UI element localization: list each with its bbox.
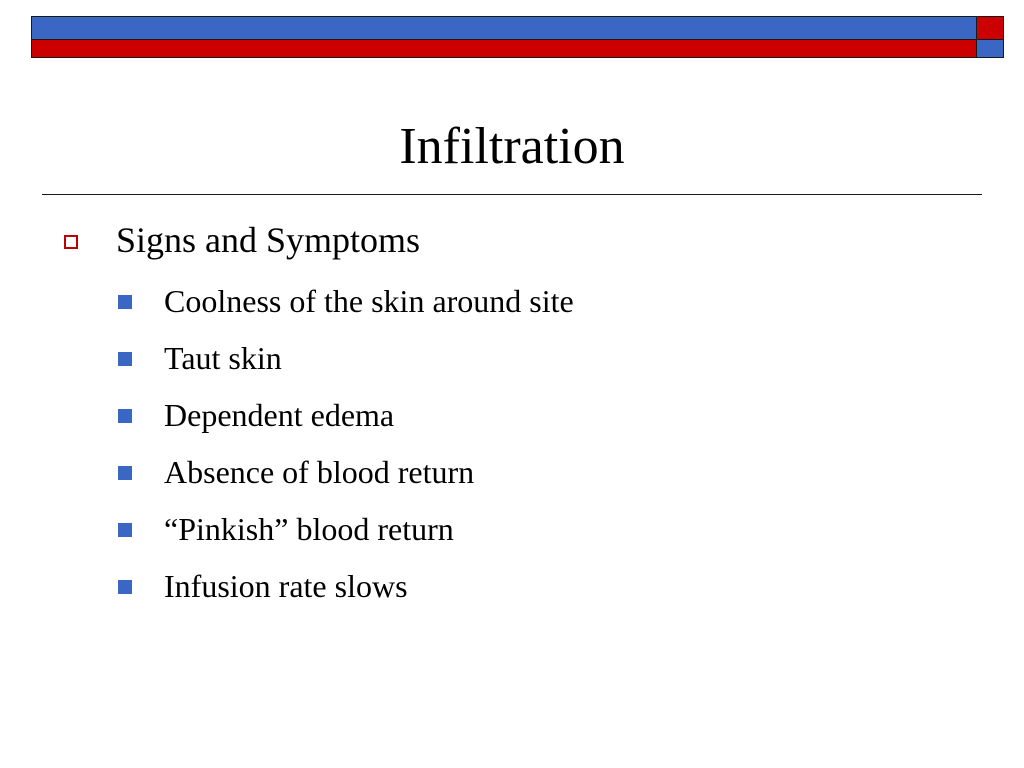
list-item-text: Taut skin: [164, 340, 282, 376]
list-item: [118, 452, 474, 492]
bullet-heading: Signs and Symptoms: [116, 220, 421, 260]
header-decoration-bar: [31, 16, 1004, 58]
red-corner-block: [977, 16, 1004, 40]
filled-square-bullet-icon: [118, 409, 132, 423]
list-item: [118, 395, 394, 435]
list-item-text: Dependent edema: [164, 397, 395, 433]
list-item: [118, 281, 574, 321]
blue-corner-block: [977, 40, 1004, 58]
slide-title: Infiltration: [399, 118, 625, 175]
list-item: [118, 566, 408, 606]
blue-stripe: [31, 16, 977, 40]
list-item-text: Infusion rate slows: [164, 568, 408, 604]
list-item-text: “Pinkish” blood return: [164, 511, 454, 547]
list-item-text: Coolness of the skin around site: [164, 283, 574, 319]
filled-square-bullet-icon: [118, 466, 132, 480]
list-item: [118, 338, 282, 378]
filled-square-bullet-icon: [118, 523, 132, 537]
list-item: [118, 509, 454, 549]
filled-square-bullet-icon: [118, 295, 132, 309]
red-stripe: [31, 40, 977, 58]
filled-square-bullet-icon: [118, 352, 132, 366]
filled-square-bullet-icon: [118, 580, 132, 594]
hollow-square-bullet-icon: [64, 235, 78, 249]
title-divider: [42, 194, 982, 195]
list-item-text: Absence of blood return: [164, 454, 475, 490]
heading-bullet-row: [64, 218, 420, 262]
